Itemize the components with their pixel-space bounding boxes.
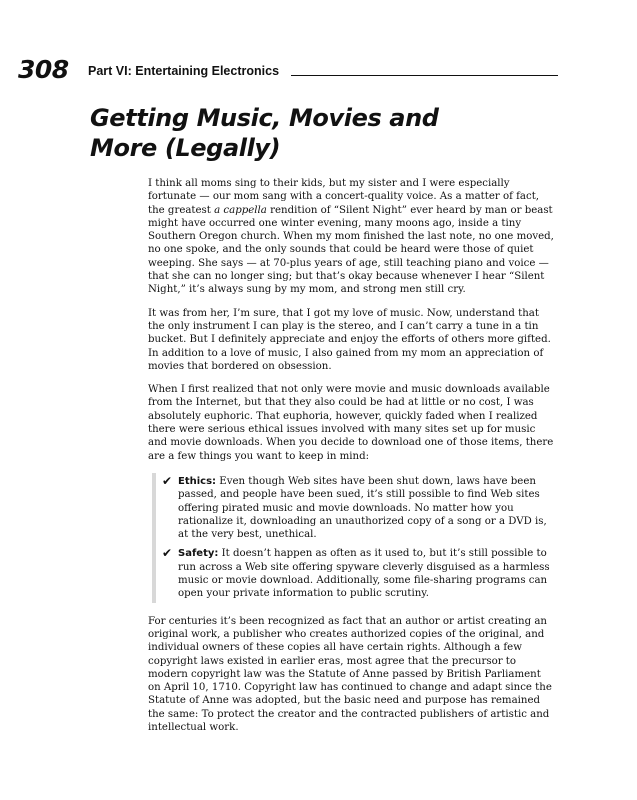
- list-item-safety: [162, 547, 556, 600]
- paragraph-3: When I first realized that not only were movie and music downloads available from the Internet, but that they also could be had at little or no cost, I was absolutely euphoric. That euphoria, however, quickly faded when I realized there were serious ethical issues involved with many sites set up for music and movie downloads. When you decide to download one of those items, there are a few things you want to keep in mind:: [148, 384, 554, 462]
- section-heading: Getting Music, Movies and More (Legally): [90, 104, 439, 162]
- bullet-lead-safety: Safety:: [178, 548, 219, 560]
- bullet-lead-ethics: Ethics:: [178, 475, 217, 487]
- paragraph-2: It was from her, I’m sure, that I got my love of music. Now, understand that the only instrument I can play is the stereo, and I can’t carry a tune in a tin bucket. But I definitely appreciate and enjoy the efforts of others more gifted. In addition to a love of music, I also gained from my mom an appreciation of movies that bordered on obsession.: [148, 307, 551, 372]
- list-item-ethics: [162, 475, 556, 541]
- part-title: Part VI: Entertaining Electronics: [88, 64, 280, 78]
- header-rule: [291, 75, 558, 76]
- bullet-text-ethics: Even though Web sites have been shut down, laws have been passed, and people have been sued, it’s still possible to find Web sites offering pirated music and movie downloads. No matter how you rationalize it, downloading an unauthorized copy of a song or a DVD is, at the very best, unethical.: [178, 475, 547, 541]
- bullet-text-safety: It doesn’t happen as often as it used to, but it’s still possible to run across a Web site offering spyware cleverly disguised as a harmless music or movie download. Additionally, some file-sharing programs can open your private information to public scrutiny.: [178, 548, 550, 600]
- paragraph-1-end: rendition of “Silent Night” ever heard by man or beast might have occurred one winter evening, many moons ago, inside a tiny Southern Oregon church. When my mom finished the last note, no one moved, no one spoke, and the only sounds that could be heard were those of quiet weeping. She says — at 70-plus years of age, still teaching piano and voice — that she can no longer sing; but that’s okay because whenever I hear “Silent Night,” it’s always sung by my mom, and strong men still cry.: [148, 204, 554, 296]
- body-text: [148, 177, 556, 744]
- emphasis-a-cappella: a cappella: [214, 204, 267, 216]
- page-header: [18, 56, 558, 86]
- paragraph-1: [148, 177, 556, 297]
- page-number: 308: [18, 55, 69, 84]
- bullet-list: [152, 473, 556, 603]
- paragraph-1-start: I think all moms sing to their kids, but my sister and I were especially fortunate — our mom sang with a concert-quality voice. As a matter of fact, the greatest: [148, 178, 540, 216]
- check-icon: ✔: [162, 473, 173, 488]
- check-icon: ✔: [162, 546, 173, 561]
- paragraph-4: For centuries it’s been recognized as fact that an author or artist creating an original work, a publisher who creates authorized copies of the original, and individual owners of these copies all have certain rights. Although a few copyright laws existed in earlier eras, most agree that the precursor to modern copyright law was the Statute of Anne passed by British Parliament on April 10, 1710. Copyright law has continued to change and adapt since the Statute of Anne was adopted, but the basic need and purpose has remained the same: To protect the creator and the contracted publishers of artistic and intellectual work.: [148, 615, 552, 733]
